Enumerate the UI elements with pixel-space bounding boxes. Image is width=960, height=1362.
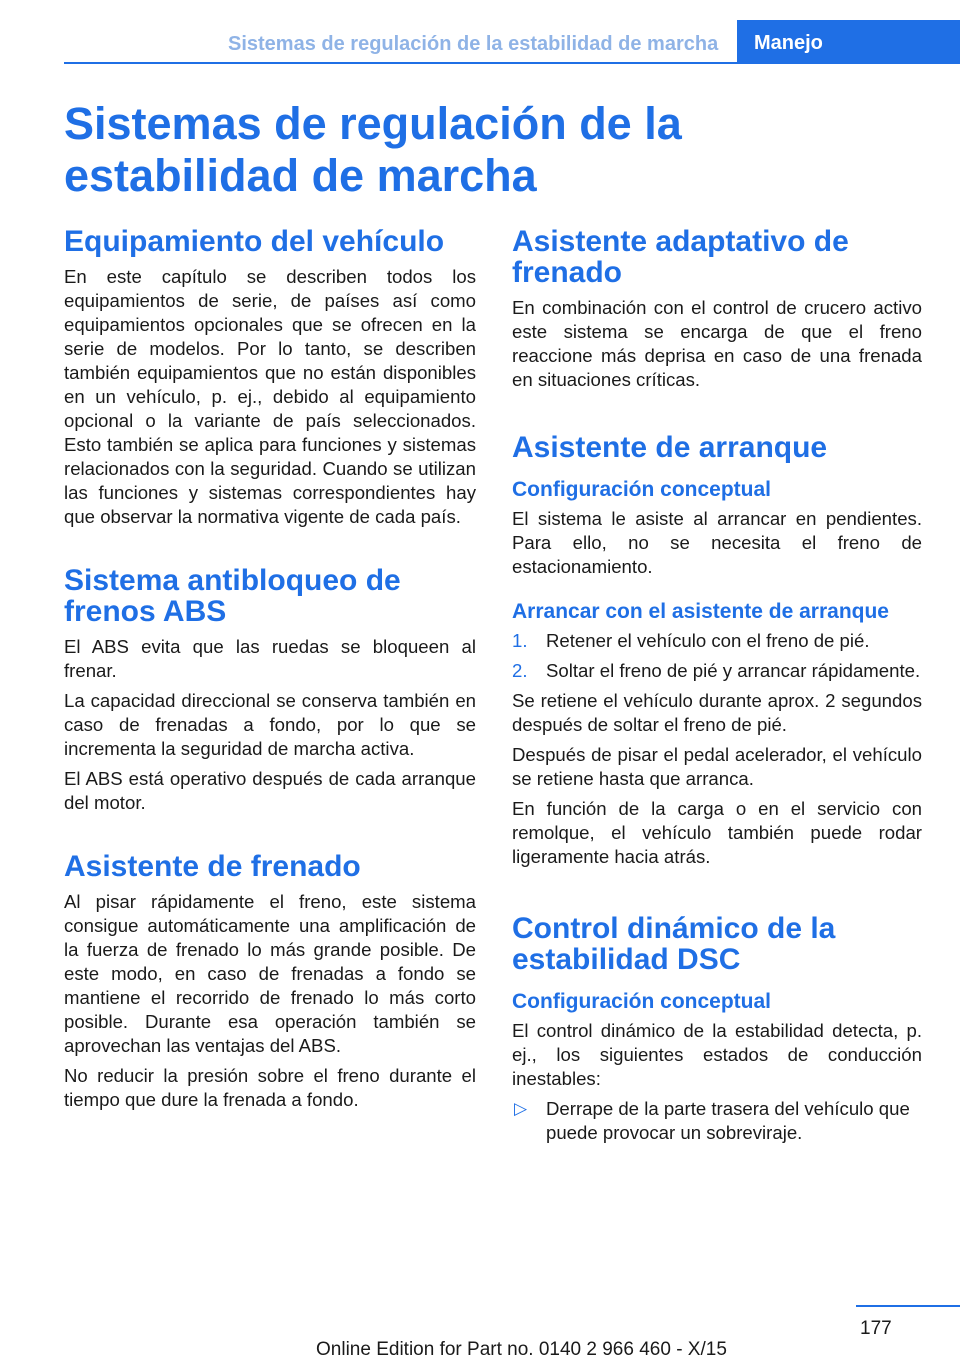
section-heading-adaptive-brake: Asistente adaptativo de frenado <box>512 225 849 289</box>
list-item <box>512 1097 922 1145</box>
brake-assist-paragraph-2: No reducir la presión sobre el freno durante el tiempo que dure la frenada a fondo. <box>64 1065 476 1110</box>
list-item <box>512 659 922 683</box>
footer-rule <box>856 1305 960 1307</box>
left-column <box>64 226 476 1118</box>
right-column <box>512 226 922 1151</box>
section-heading-abs: Sistema antibloqueo de frenos ABS <box>64 564 401 628</box>
section-heading-dsc: Control dinámico de la estabilidad DSC <box>512 912 836 976</box>
step-number: 2. <box>512 660 528 681</box>
abs-paragraph-2: La capacidad direccional se conserva también en caso de frenadas a fondo, por lo que se incrementa la seguridad de marcha activa. <box>64 690 476 759</box>
page-number: 177 <box>860 1318 892 1339</box>
triangle-bullet-icon: ▷ <box>514 1099 528 1118</box>
section-heading-brake-assist: Asistente de frenado <box>64 850 361 883</box>
bullet-text: Derrape de la parte trasera del vehículo que puede provocar un sobreviraje. <box>546 1098 910 1143</box>
header-section-title: Sistemas de regulación de la estabilidad de marcha <box>228 33 719 55</box>
subheading-start-concept: Configuración conceptual <box>512 478 772 501</box>
start-paragraph-1: Se retiene el vehículo durante aprox. 2 segundos después de soltar el freno de pié. <box>512 690 922 735</box>
equipment-paragraph: En este capítulo se describen todos los equipamientos de serie, de países así como equipamientos opcionales que se ofrecen en la serie de modelos. Por lo tanto, se describen también equipamientos que no están disponibles en un vehículo, p. ej., debido al equipamiento opcional o la variante de país seleccionados. Esto también se aplica para funciones y sistemas relacionados con la seguridad. Cuando se utilizan las funciones y sistemas correspondientes hay que observar la normativa vigente de cada país. <box>64 266 476 527</box>
dsc-bullet-list <box>512 1097 922 1145</box>
abs-paragraph-3: El ABS está operativo después de cada arranque del motor. <box>64 768 476 813</box>
page-title: Sistemas de regulación de la estabilidad de marcha <box>64 98 682 201</box>
list-item <box>512 629 922 653</box>
section-heading-equipment: Equipamiento del vehículo <box>64 225 445 258</box>
start-concept-paragraph: El sistema le asiste al arrancar en pendientes. Para ello, no se necesita el freno de estacionamiento. <box>512 508 922 577</box>
start-paragraph-3: En función de la carga o en el servicio con remolque, el vehículo también puede rodar ligeramente hacia atrás. <box>512 798 922 867</box>
abs-paragraph-1: El ABS evita que las ruedas se bloqueen al frenar. <box>64 636 476 681</box>
start-steps-list <box>512 629 922 683</box>
header-chapter-tab: Manejo <box>737 20 960 64</box>
start-paragraph-2: Después de pisar el pedal acelerador, el vehículo se retiene hasta que arranca. <box>512 744 922 789</box>
step-text: Soltar el freno de pié y arrancar rápidamente. <box>546 660 921 681</box>
brake-assist-paragraph-1: Al pisar rápidamente el freno, este sistema consigue automáticamente una amplificación de la fuerza de frenado lo más grande posible. De este modo, en caso de frenadas a fondo se mantiene el recorrido de frenado lo más corto posible. Durante esa operación también se aprovechan las ventajas del ABS. <box>64 891 476 1056</box>
subheading-start-use: Arrancar con el asistente de arranque <box>512 600 889 623</box>
step-text: Retener el vehículo con el freno de pié. <box>546 630 870 651</box>
step-number: 1. <box>512 630 528 651</box>
dsc-paragraph: El control dinámico de la estabilidad detecta, p. ej., los siguientes estados de conducción inestables: <box>512 1020 922 1089</box>
header-rule <box>64 62 737 64</box>
section-heading-start-assist: Asistente de arranque <box>512 431 828 464</box>
adaptive-brake-paragraph: En combinación con el control de crucero activo este sistema se encarga de que el freno reaccione más deprisa en caso de una frenada en situaciones críticas. <box>512 297 922 390</box>
edition-footer: Online Edition for Part no. 0140 2 966 460 - X/15 <box>316 1339 727 1360</box>
subheading-dsc-concept: Configuración conceptual <box>512 990 772 1013</box>
